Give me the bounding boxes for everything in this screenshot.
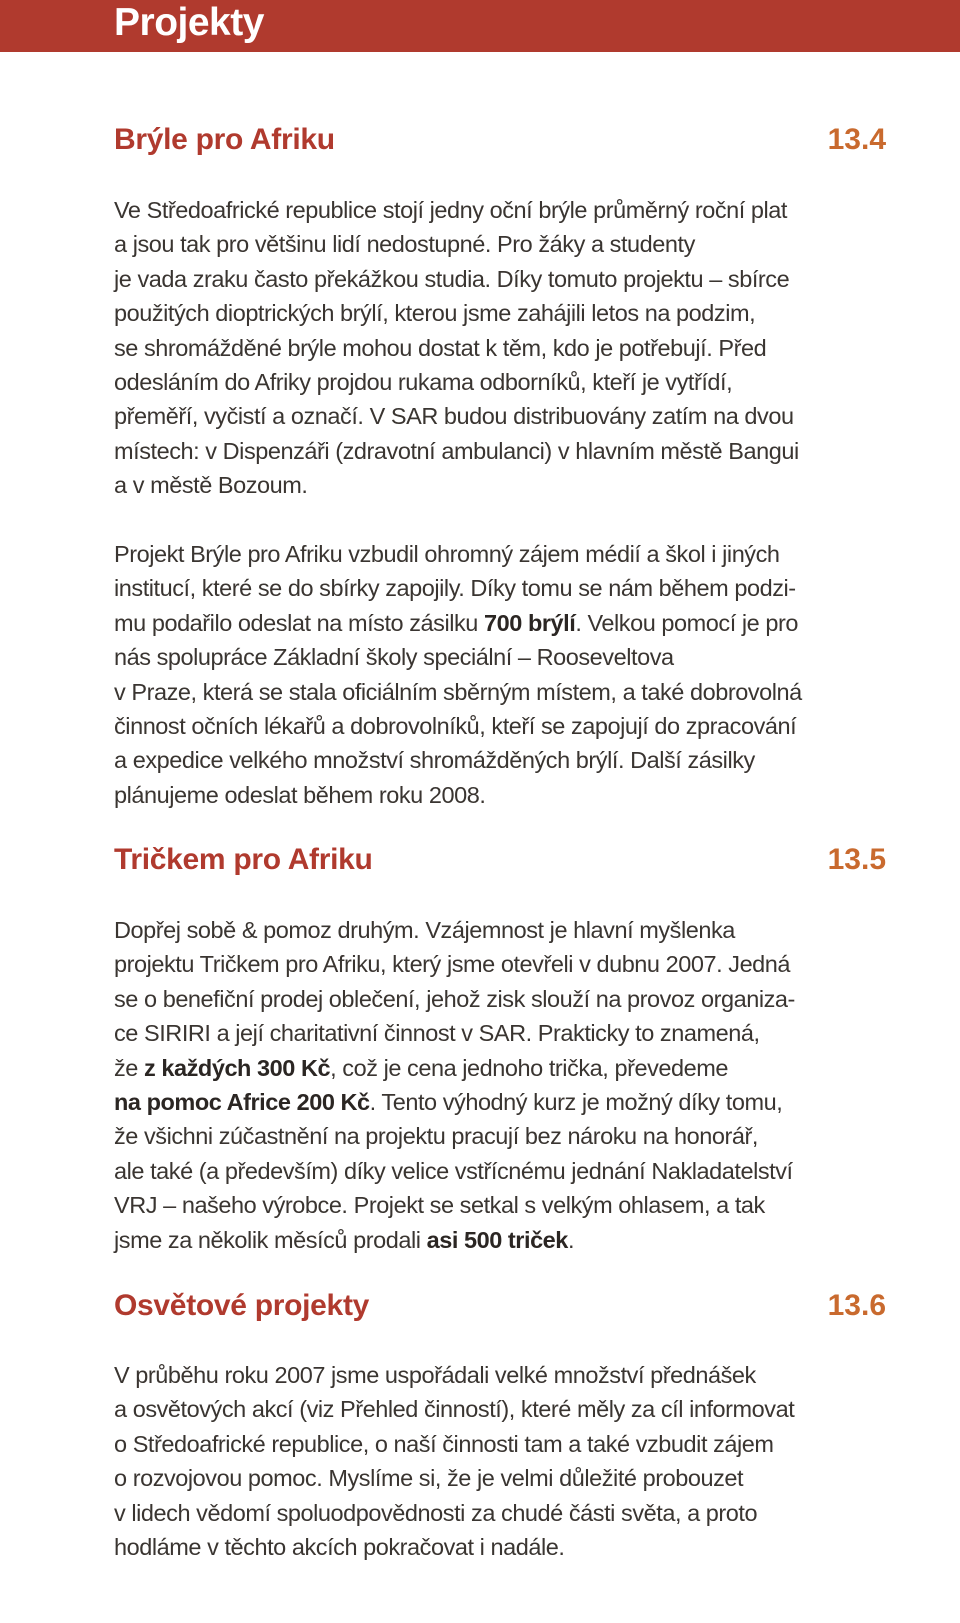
text-line: a expedice velkého množství shromážděných brýlí. Další zásilky xyxy=(114,747,755,774)
bold-highlight: 700 brýlí xyxy=(484,609,576,636)
text-line: a osvětových akcí (viz Přehled činností), které měly za cíl informovat xyxy=(114,1396,795,1423)
text-line: Dopřej sobě & pomoz druhým. Vzájemnost je hlavní myšlenka xyxy=(114,917,735,943)
section-heading-bryle: Brýle pro Afriku xyxy=(114,123,335,156)
text-line: odesláním do Afriky projdou rukama odborníků, kteří je vytřídí, xyxy=(114,369,733,396)
bold-highlight: z každých 300 Kč xyxy=(144,1054,331,1081)
section-heading-osvetove: Osvětové projekty xyxy=(114,1289,370,1322)
text-line xyxy=(114,606,834,640)
text-line: projektu Tričkem pro Afriku, který jsme otevřeli v dubnu 2007. Jedná xyxy=(114,951,791,978)
paragraph-osvetove-1 xyxy=(114,1358,834,1564)
text-line: je vada zraku často překážkou studia. Díky tomuto projektu – sbírce xyxy=(114,265,790,292)
text-segment: že xyxy=(114,1054,144,1081)
text-line: hodláme v těchto akcích pokračovat i nadále. xyxy=(114,1534,565,1561)
text-segment: . Tento výhodný kurz je možný díky tomu, xyxy=(369,1089,783,1116)
text-line xyxy=(114,1223,834,1257)
text-line: ce SIRIRI a její charitativní činnost v SAR. Prakticky to znamená, xyxy=(114,1020,760,1047)
bold-highlight: asi 500 triček xyxy=(426,1226,568,1253)
text-line: Ve Středoafrické republice stojí jedny oční brýle průměrný roční plat xyxy=(114,197,787,223)
paragraph-bryle-2 xyxy=(114,537,834,812)
text-segment: , což je cena jednoho trička, převedeme xyxy=(330,1054,728,1081)
section-number-osvetove: 13.6 xyxy=(827,1289,886,1322)
text-line: že všichni zúčastnění na projektu pracují bez nároku na honorář, xyxy=(114,1123,758,1150)
text-segment: . Velkou pomocí je pro xyxy=(575,609,798,636)
text-line: se shromážděné brýle mohou dostat k těm, kdo je potřebují. Před xyxy=(114,334,767,361)
text-line: se o benefiční prodej oblečení, jehož zisk slouží na provoz organiza- xyxy=(114,985,795,1012)
text-line: ale také (a především) díky velice vstřícnému jednání Nakladatelství xyxy=(114,1157,793,1184)
page-title: Projekty xyxy=(114,1,264,44)
text-line: plánujeme odeslat během roku 2008. xyxy=(114,781,486,808)
text-line: přeměří, vyčistí a označí. V SAR budou distribuovány zatím na dvou xyxy=(114,403,794,430)
text-segment: mu podařilo odeslat na místo zásilku xyxy=(114,609,484,636)
text-line: nás spolupráce Základní školy speciální – Rooseveltova xyxy=(114,644,674,671)
text-line: místech: v Dispenzáři (zdravotní ambulanci) v hlavním městě Bangui xyxy=(114,437,799,464)
text-line: institucí, které se do sbírky zapojily. Díky tomu se nám během podzi- xyxy=(114,575,796,602)
text-line: o rozvojovou pomoc. Myslíme si, že je velmi důležité probouzet xyxy=(114,1465,744,1492)
paragraph-trickem-1 xyxy=(114,913,834,1257)
section-heading-trickem: Tričkem pro Afriku xyxy=(114,843,373,876)
paragraph-bryle-1 xyxy=(114,193,834,503)
text-line xyxy=(114,1085,834,1119)
text-line: použitých dioptrických brýlí, kterou jsme zahájili letos na podzim, xyxy=(114,300,756,327)
text-line: o Středoafrické republice, o naší činnosti tam a také vzbudit zájem xyxy=(114,1430,774,1457)
text-line: činnost očních lékařů a dobrovolníků, kteří se zapojují do zpracování xyxy=(114,713,797,740)
text-line: a jsou tak pro většinu lidí nedostupné. Pro žáky a studenty xyxy=(114,231,695,258)
text-line: a v městě Bozoum. xyxy=(114,472,308,499)
section-number-bryle: 13.4 xyxy=(827,123,886,156)
text-segment: . xyxy=(567,1226,575,1253)
text-line: v Praze, která se stala oficiálním sběrným místem, a také dobrovolná xyxy=(114,678,802,705)
section-number-trickem: 13.5 xyxy=(827,843,886,876)
text-line: V průběhu roku 2007 jsme uspořádali velké množství přednášek xyxy=(114,1362,756,1388)
text-line: Projekt Brýle pro Afriku vzbudil ohromný zájem médií a škol i jiných xyxy=(114,541,780,567)
text-line: VRJ – našeho výrobce. Projekt se setkal s velkým ohlasem, a tak xyxy=(114,1192,765,1219)
bold-highlight: na pomoc Africe 200 Kč xyxy=(114,1089,370,1116)
text-line: v lidech vědomí spoluodpovědnosti za chudé části světa, a proto xyxy=(114,1499,758,1526)
text-segment: jsme za několik měsíců prodali xyxy=(114,1226,427,1253)
text-line xyxy=(114,1051,834,1085)
